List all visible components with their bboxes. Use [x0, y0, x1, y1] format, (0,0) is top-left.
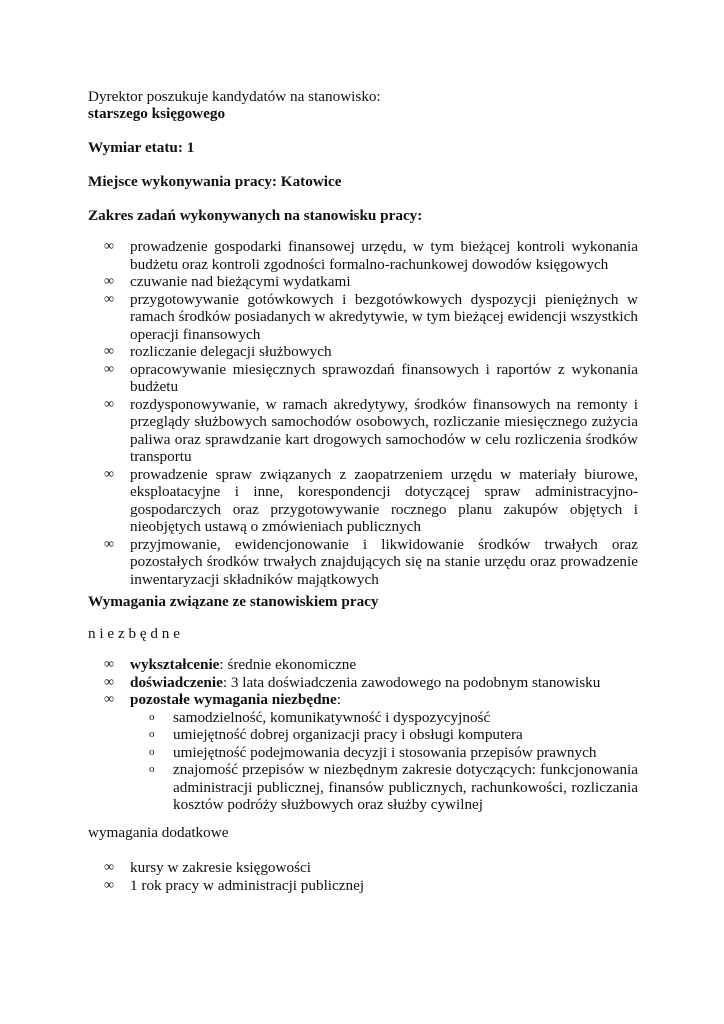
list-item: o samodzielność, komunikatywność i dyspozycyjność: [149, 708, 491, 726]
infinity-bullet-icon: ∞: [104, 396, 114, 412]
list-item: ∞ rozliczanie delegacji służbowych: [104, 343, 332, 360]
list-item: o znajomość przepisów w niezbędnym zakresie dotyczących: funkcjonowania administracji publicznej, finansów publicznych, rachunkowości, rozliczania kosztów podróży służbowych oraz służby cywilnej: [149, 761, 638, 813]
list-item: ∞ 1 rok pracy w administracji publicznej: [104, 876, 365, 894]
list-item: ∞ prowadzenie spraw związanych z zaopatrzeniem urzędu w materiały biurowe, eksploatacyjne i inne, korespondencji dotyczącej spraw administracyjno-gospodarczych oraz przygotowywanie rocznego planu zakupów objętych i nieobjętych ustawą o zmówieniach publicznych: [104, 465, 638, 535]
required-label: n i e z b ę d n e: [88, 625, 180, 642]
intro-line: Dyrektor poszukuje kandydatów na stanowisko:: [88, 88, 381, 105]
infinity-bullet-icon: ∞: [104, 877, 114, 893]
list-item: ∞ doświadczenie: 3 lata doświadczenia zawodowego na podobnym stanowisku: [104, 673, 601, 691]
infinity-bullet-icon: ∞: [104, 344, 114, 359]
infinity-bullet-icon: ∞: [104, 860, 114, 875]
list-item: ∞ kursy w zakresie księgowości: [104, 859, 311, 876]
list-item: ∞ prowadzenie gospodarki finansowej urzędu, w tym bieżącej kontroli wykonania budżetu oraz kontroli zgodności formalno-rachunkowej dowodów księgowych: [104, 238, 638, 273]
tasks-heading: Zakres zadań wykonywanych na stanowisku pracy:: [88, 207, 423, 224]
requirements-heading: Wymagania związane ze stanowiskiem pracy: [88, 593, 379, 610]
list-item: ∞ opracowywanie miesięcznych sprawozdań finansowych i raportów z wykonania budżetu: [104, 360, 638, 395]
circle-bullet-icon: o: [149, 745, 155, 758]
list-item: ∞ przyjmowanie, ewidencjonowanie i likwidowanie środków trwałych oraz pozostałych środków trwałych znajdujących się na stanie urzędu oraz prowadzenie inwentaryzacji składników majątkowych: [104, 535, 638, 588]
infinity-bullet-icon: ∞: [104, 692, 114, 707]
additional-label: wymagania dodatkowe: [88, 824, 229, 841]
circle-bullet-icon: o: [149, 728, 155, 740]
additional-list: [88, 859, 638, 894]
infinity-bullet-icon: ∞: [104, 291, 114, 307]
location-line: Miejsce wykonywania pracy: Katowice: [88, 173, 342, 190]
position-title: starszego księgowego: [88, 105, 226, 122]
circle-bullet-icon: o: [149, 763, 155, 775]
list-item: o umiejętność dobrej organizacji pracy i obsługi komputera: [149, 726, 523, 743]
circle-bullet-icon: o: [149, 710, 155, 723]
list-item: ∞ pozostałe wymagania niezbędne: o samodzielność, komunikatywność i dyspozycyjność o umiejętność dobrej organizacji pracy i obsługi komputera o umiejętność podejmowania decyzji i stosowania przepisów prawnych o znajomość przepisów w niezbędnym zakresie dotyczących: funkcjonowania administracji publicznej, finansów publicznych, rachunkowości, rozliczania kosztów podróży służbowych oraz służby cywilnej: [104, 691, 638, 813]
list-item: ∞ przygotowywanie gotówkowych i bezgotówkowych dyspozycji pieniężnych w ramach środków posiadanych w akredytywie, w tym bieżącej ewidencji wszystkich operacji finansowych: [104, 290, 638, 343]
required-list: [88, 656, 638, 814]
list-item: ∞ rozdysponowywanie, w ramach akredytywy, środków finansowych na remonty i przeglądy służbowych samochodów osobowych, rozliczanie miesięcznego zużycia paliwa oraz sprawdzanie kart drogowych samochodów w celu rozliczenia środków transportu: [104, 395, 638, 465]
infinity-bullet-icon: ∞: [104, 274, 114, 289]
other-requirements-list: [130, 709, 638, 814]
infinity-bullet-icon: ∞: [104, 657, 114, 672]
infinity-bullet-icon: ∞: [104, 361, 114, 377]
infinity-bullet-icon: ∞: [104, 239, 114, 254]
infinity-bullet-icon: ∞: [104, 466, 114, 482]
tasks-list: [88, 238, 638, 588]
infinity-bullet-icon: ∞: [104, 674, 114, 690]
employment-line: Wymiar etatu: 1: [88, 139, 195, 156]
list-item: ∞ wykształcenie: średnie ekonomiczne: [104, 656, 357, 673]
list-item: o umiejętność podejmowania decyzji i stosowania przepisów prawnych: [149, 743, 597, 761]
list-item: ∞ czuwanie nad bieżącymi wydatkami: [104, 273, 351, 290]
infinity-bullet-icon: ∞: [104, 536, 114, 552]
